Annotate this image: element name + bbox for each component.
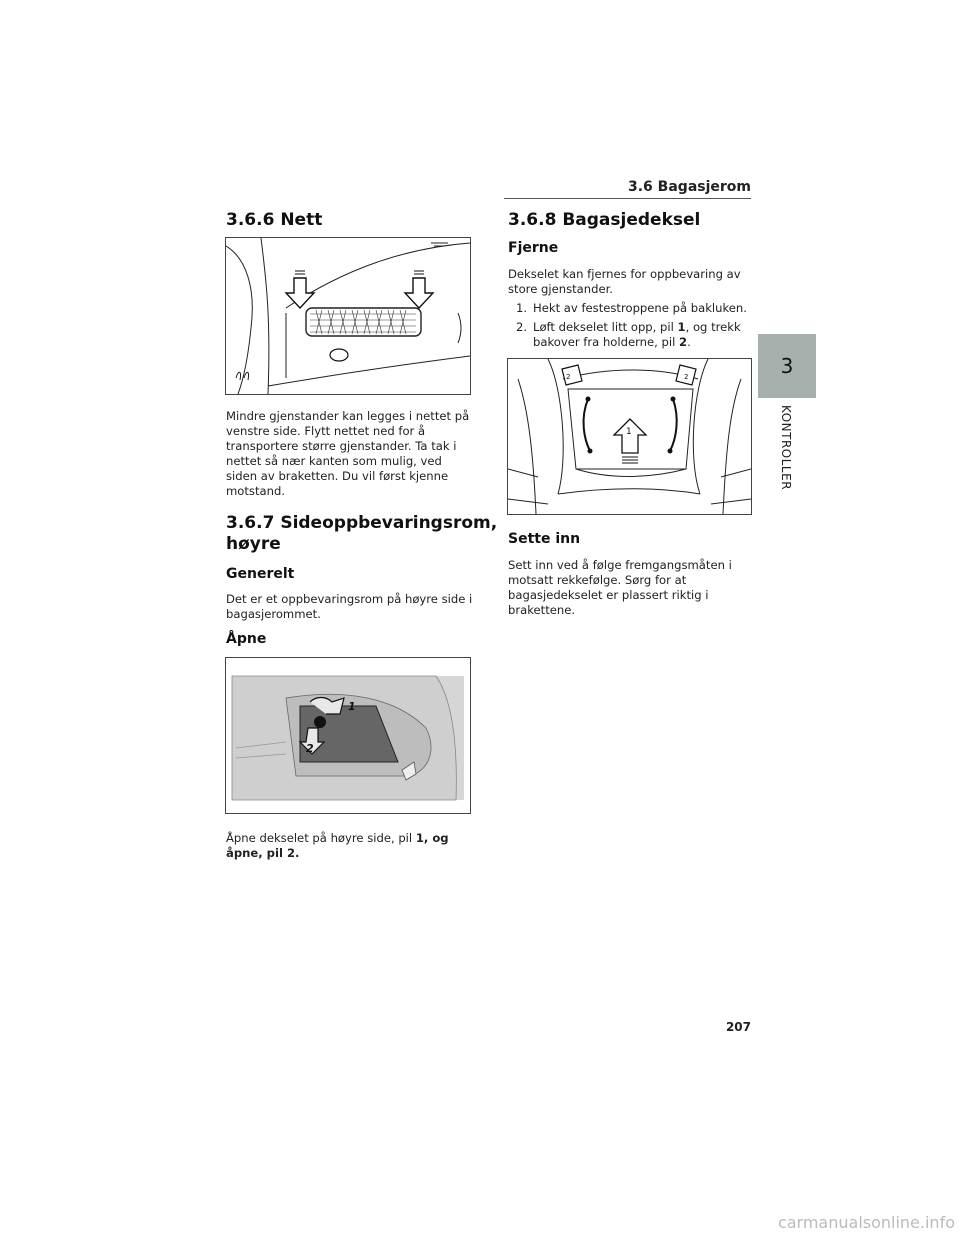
side-storage-figure bbox=[225, 657, 471, 814]
step-2-text-end: . bbox=[687, 335, 691, 349]
side-storage-illustration bbox=[226, 658, 470, 813]
cover-title: 3.6.8 Bagasjedeksel bbox=[508, 210, 701, 230]
net-title: 3.6.6 Nett bbox=[226, 210, 323, 230]
cover-arrow-label-right: 2 bbox=[684, 373, 689, 381]
remove-text: Dekselet kan fjernes for oppbevaring av store gjenstander. bbox=[508, 267, 741, 296]
step-2-arrow-2: 2 bbox=[679, 335, 688, 349]
chapter-label: KONTROLLER bbox=[779, 405, 793, 491]
section-header: 3.6 Bagasjerom bbox=[628, 179, 751, 195]
chapter-tab bbox=[758, 334, 816, 398]
side-storage-title-line2: høyre bbox=[226, 534, 281, 554]
general-title: Generelt bbox=[226, 566, 295, 582]
open-caption-bold-1: 1, og bbox=[415, 831, 449, 845]
watermark: carmanualsonline.info bbox=[777, 1213, 955, 1232]
open-caption-text: Åpne dekselet på høyre side, pil bbox=[226, 831, 416, 845]
cover-illustration bbox=[508, 359, 751, 514]
open-title: Åpne bbox=[226, 631, 267, 647]
step-2-text: Løft dekselet litt opp, pil bbox=[533, 320, 678, 334]
step-1 bbox=[516, 301, 756, 316]
step-2 bbox=[516, 320, 756, 350]
net-figure bbox=[225, 237, 471, 395]
step-1-number: 1. bbox=[516, 301, 528, 315]
step-1-text: Hekt av festestroppene på bakluken. bbox=[533, 301, 747, 315]
open-caption bbox=[226, 831, 474, 861]
insert-title: Sette inn bbox=[508, 531, 581, 547]
net-text: Mindre gjenstander kan legges i nettet på venstre side. Flytt nettet ned for å transportere større gjenstander. Ta tak i nettet så nær kanten som mulig, ved siden av braketten. Du vil først kjenne motstand. bbox=[226, 409, 470, 498]
arrow-label-2: 2 bbox=[306, 742, 314, 755]
step-2-text-mid: , og trekk bakover fra holderne, pil bbox=[533, 320, 741, 349]
remove-steps bbox=[516, 301, 756, 354]
chapter-number: 3 bbox=[780, 354, 794, 378]
arrow-label-1: 1 bbox=[348, 700, 356, 713]
remove-title: Fjerne bbox=[508, 240, 559, 256]
net-illustration bbox=[226, 238, 470, 394]
step-2-arrow-1: 1 bbox=[677, 320, 686, 334]
cover-arrow-label-left: 2 bbox=[566, 373, 571, 381]
page-number: 207 bbox=[725, 1020, 751, 1034]
cover-figure bbox=[507, 358, 752, 515]
step-2-number: 2. bbox=[516, 320, 528, 334]
cover-arrow-label-1: 1 bbox=[626, 427, 632, 437]
general-text: Det er et oppbevaringsrom på høyre side i bagasjerommet. bbox=[226, 592, 473, 621]
header-rule bbox=[504, 198, 751, 199]
open-caption-bold-2: åpne, pil 2. bbox=[226, 846, 300, 860]
side-storage-title-line1: 3.6.7 Sideoppbevaringsrom, bbox=[226, 513, 498, 533]
insert-text: Sett inn ved å følge fremgangsmåten i motsatt rekkefølge. Sørg for at bagasjedekselet er plassert riktig i brakettene. bbox=[508, 558, 732, 617]
